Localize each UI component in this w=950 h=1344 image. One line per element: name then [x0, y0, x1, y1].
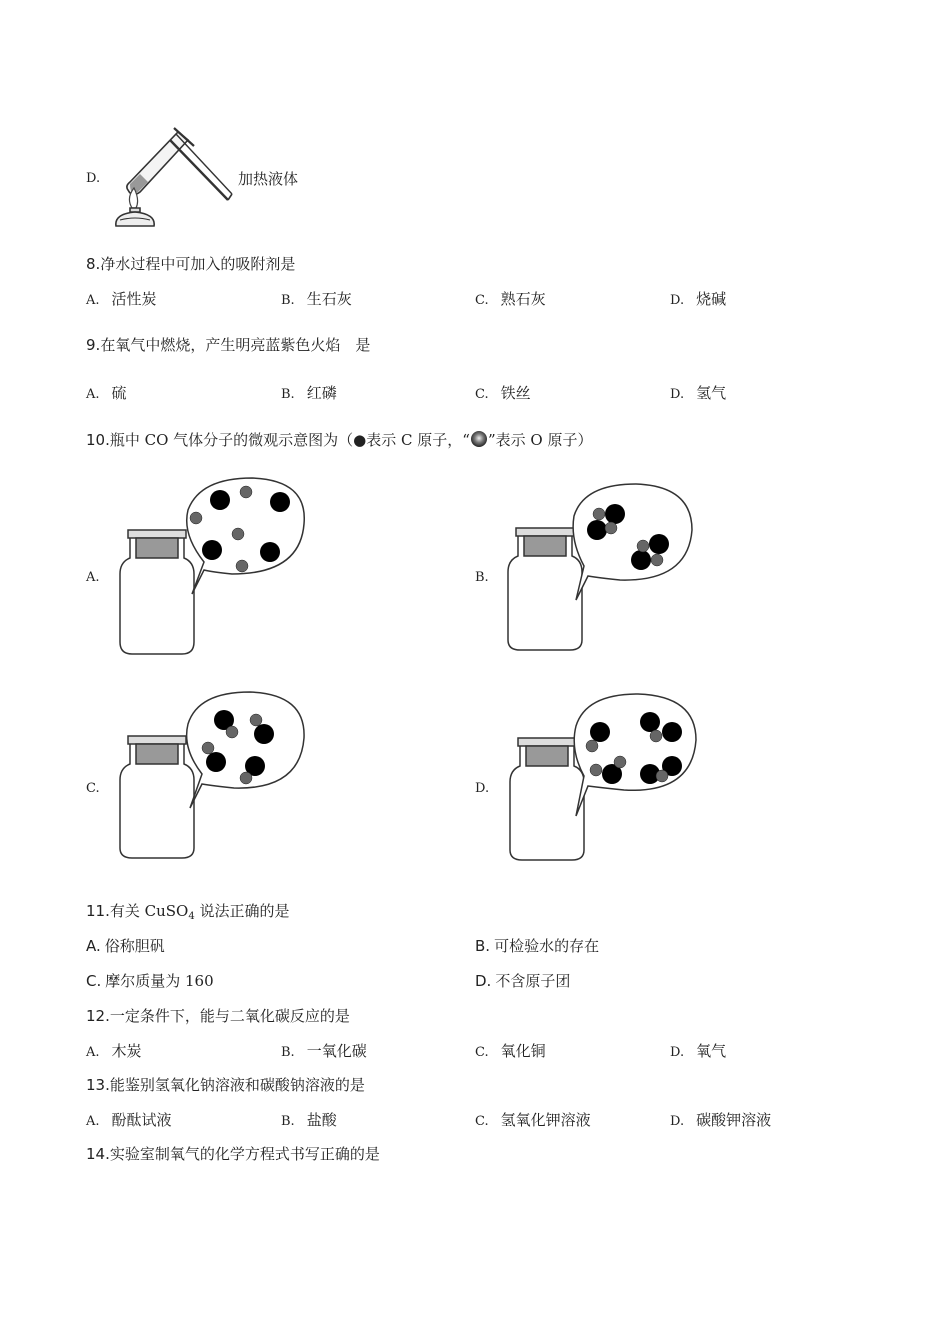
q8-stem	[86, 253, 295, 274]
option-label: C.	[86, 781, 100, 796]
q10-number: 10.	[86, 431, 110, 449]
option-label: A.	[86, 1045, 100, 1060]
option-text: 氢气	[696, 384, 727, 402]
q13-stem-text: 能鉴别氢氧化钠溶液和碳酸钠溶液的是	[109, 1076, 365, 1094]
option-label: D.	[670, 387, 685, 402]
option-label: D.	[475, 972, 492, 990]
option-label: C.	[475, 1114, 489, 1129]
q10-stem	[86, 429, 592, 450]
option-text: 氢氧化钾溶液	[500, 1111, 591, 1129]
q14-stem	[86, 1143, 380, 1164]
q12-option-a[interactable]	[86, 1040, 142, 1061]
option-text: 氧气	[696, 1042, 727, 1060]
q12-number: 12.	[86, 1007, 110, 1025]
q10-option-b[interactable]	[475, 567, 501, 585]
q11-stem	[86, 900, 290, 922]
q9-number: 9.	[86, 336, 101, 354]
q10-stem-text-a: 瓶中 CO 气体分子的微观示意图为（●表示 C 原子，“	[109, 431, 470, 449]
q8-option-b[interactable]	[281, 288, 352, 309]
q13-option-a[interactable]	[86, 1109, 172, 1130]
q11-stem-text-a: 有关 CuSO	[109, 902, 189, 920]
option-text: 熟石灰	[500, 290, 546, 308]
q9-option-d[interactable]	[670, 382, 726, 403]
option-text: 硫	[111, 384, 127, 402]
option-text: 烧碱	[696, 290, 727, 308]
q8-option-a[interactable]	[86, 288, 157, 309]
option-text: 活性炭	[111, 290, 157, 308]
q9-option-c[interactable]	[475, 382, 531, 403]
option-text: 摩尔质量为 160	[105, 972, 214, 990]
option-label: B.	[281, 293, 295, 308]
option-label: D.	[670, 1114, 685, 1129]
q11-stem-text-b: 说法正确的是	[194, 902, 290, 920]
q12-option-b[interactable]	[281, 1040, 367, 1061]
option-label: D.	[670, 1045, 685, 1060]
q8-option-d[interactable]	[670, 288, 726, 309]
option-text: 木炭	[111, 1042, 142, 1060]
option-text: 不含原子团	[495, 972, 571, 990]
q13-option-d[interactable]	[670, 1109, 771, 1130]
q13-stem	[86, 1074, 365, 1095]
q10-option-a[interactable]	[86, 567, 112, 585]
option-label: B.	[475, 570, 489, 585]
option-label: B.	[281, 387, 295, 402]
option-text: 碳酸钾溶液	[696, 1111, 772, 1129]
q8-option-c[interactable]	[475, 288, 546, 309]
option-label: C.	[475, 1045, 489, 1060]
q12-option-d[interactable]	[670, 1040, 726, 1061]
option-label: C.	[86, 972, 102, 990]
q14-number: 14.	[86, 1145, 110, 1163]
q7-option-d-text: 加热液体	[238, 170, 299, 188]
q8-number: 8.	[86, 255, 101, 273]
option-label: B.	[281, 1045, 295, 1060]
q11-option-b[interactable]	[475, 935, 599, 956]
q13-option-c[interactable]	[475, 1109, 591, 1130]
option-label: D.	[475, 781, 490, 796]
q9-stem-text: 在氧气中燃烧，产生明亮蓝紫色火焰 是	[100, 336, 371, 354]
q12-stem-text: 一定条件下，能与二氧化碳反应的是	[109, 1007, 350, 1025]
option-label: C.	[475, 293, 489, 308]
option-text: 盐酸	[306, 1111, 337, 1129]
q11-option-a[interactable]	[86, 935, 165, 956]
option-label: A.	[86, 1114, 100, 1129]
q9-option-b[interactable]	[281, 382, 337, 403]
option-text: 铁丝	[500, 384, 531, 402]
q11-option-d[interactable]	[475, 970, 570, 991]
q10-option-d[interactable]	[475, 778, 501, 796]
oxygen-atom-icon	[470, 430, 488, 448]
option-label: D.	[670, 293, 685, 308]
q9-stem	[86, 334, 370, 355]
q14-stem-text: 实验室制氧气的化学方程式书写正确的是	[109, 1145, 380, 1163]
q11-option-c[interactable]	[86, 970, 214, 991]
q13-number: 13.	[86, 1076, 110, 1094]
q7-option-d-label: D.	[86, 171, 101, 186]
option-label: A.	[86, 293, 100, 308]
q8-stem-text: 净水过程中可加入的吸附剂是	[100, 255, 296, 273]
option-text: 氧化铜	[500, 1042, 546, 1060]
q13-option-b[interactable]	[281, 1109, 337, 1130]
bottle-figure-d	[502, 690, 702, 865]
option-text: 生石灰	[306, 290, 352, 308]
option-label: B.	[281, 1114, 295, 1129]
q11-number: 11.	[86, 902, 110, 920]
q10-option-c[interactable]	[86, 778, 112, 796]
bottle-figure-b	[500, 480, 700, 655]
option-label: C.	[475, 387, 489, 402]
bottle-figure-a	[112, 474, 312, 659]
option-label: A.	[86, 937, 101, 955]
option-text: 酚酞试液	[111, 1111, 172, 1129]
q11-subscript: 4	[188, 911, 195, 922]
q9-option-a[interactable]	[86, 382, 127, 403]
q10-stem-text-b: ”表示 O 原子）	[487, 431, 593, 449]
option-label: B.	[475, 937, 491, 955]
q7-option-d[interactable]	[86, 168, 112, 186]
option-text: 红磷	[306, 384, 337, 402]
option-text: 可检验水的存在	[494, 937, 600, 955]
option-label: A.	[86, 570, 100, 585]
bottle-figure-c	[112, 686, 312, 864]
q12-option-c[interactable]	[475, 1040, 546, 1061]
heating-liquid-apparatus-figure	[110, 122, 235, 232]
option-label: A.	[86, 387, 100, 402]
option-text: 俗称胆矾	[104, 937, 165, 955]
q12-stem	[86, 1005, 350, 1026]
option-text: 一氧化碳	[306, 1042, 367, 1060]
